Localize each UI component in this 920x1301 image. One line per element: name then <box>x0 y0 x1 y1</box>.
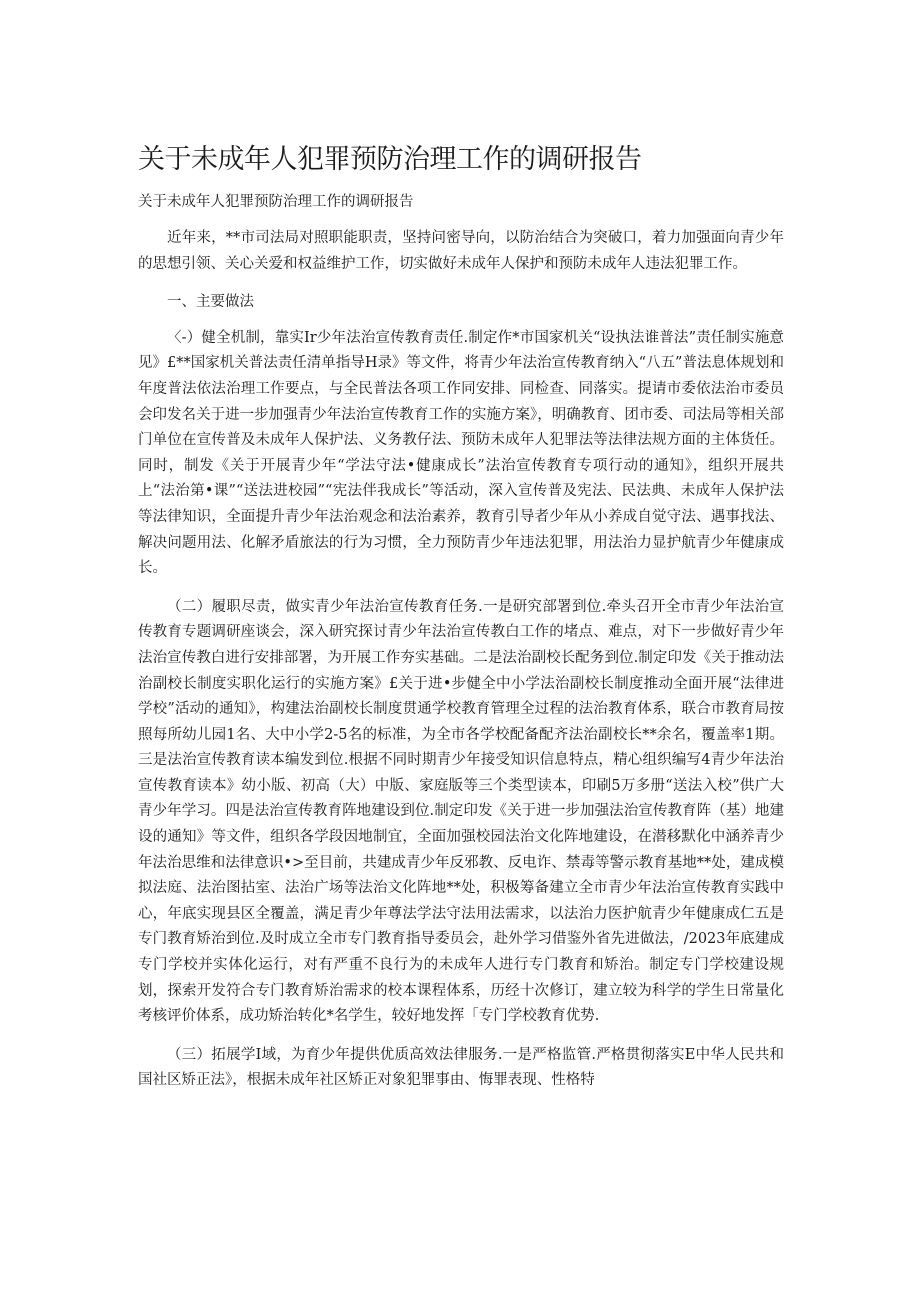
body-paragraph: （三）拓展学I域，为育少年提供优质高效法律服务.一是严格监管.严格贯彻落实E中华人民共和国社区矫正法》，根据未成年社区矫正对象犯罪事由、悔罪表现、性格特 <box>138 1046 784 1089</box>
document-body <box>138 226 784 1107</box>
body-paragraph: 〈-）健全机制，靠实Ir少年法治宣传教育责任.制定作*市国家机关“设执法谁普法”责任制实施意见》£**国家机关普法责任清单指导H录》等文件，将青少年法治宣传教育纳入“八五”普法息体规划和年度普法依法治理工作要点，与全民普法各项工作同安排、同检查、同落实。提请市委依法治市委员会印发名关于进一步加强青少年法治宣传教育工作的实施方案》，明确教育、团市委、司法局等相关部门单位在宣传普及未成年人保护法、义务教仔法、预防未成年人犯罪法等法律法规方面的主体货任。同时，制发《关于开展青少年“学法守法•健康成长”法治宣传教育专项行动的通知》，组织开展共上“法治第•课”“送法进校园”“宪法伴我成长”等活动，深入宣传普及宪法、民法典、未成年人保护法等法律知识，全面提升青少年法治观念和法治素养，教育引导者少年从小养成自觉守法、遇事找法、解决问题用法、化解矛盾旅法的行为习惯，全力预防青少年违法犯罪，用法治力显护航青少年健康成长。 <box>138 329 784 577</box>
body-paragraph: （二）履职尽责，做实青少年法治宣传教育任务.一是研究部署到位.牵头召开全市青少年法治宣传教育专题调研座谈会，深入研究探讨青少年法治宣传教白工作的堵点、难点，对下一步做好青少年法治宣传教白进行安排部署，为开展工作夯实基础。二是法治副校长配务到位.制定印发《关于推动法治副校长制度实职化运行的实施方案》£关于进•步健全中小学法治副校长制度推动全面开展“法律进学校”活动的通知》，构建法治副校长制度贯通学校教育管理全过程的法治教育体系，联合市教育局按照每所幼儿园1名、大中小学2-5名的标准，为全市各学校配备配齐法治副校长**余名，覆盖率1期。三是法治宣传教育读本编发到位.根据不同时期青少年接受知识信息特点，精心组织编写4青少年法治宣传教育读本》幼小版、初高（大）中版、家庭版等三个类型读本，印刷5万多册“送法入校”供广大青少年学习。四是法治宣传教育阵地建设到位.制定印发《关于进一步加强法治宣传教育阵（基）地建设的通知》等文件，组织各学段因地制宜，全面加强校园法治文化阵地建设，在潜移默化中涵养青少年法治思维和法律意识•>至目前，共建成青少年反邪教、反电诈、禁毒等警示教育基地**处，建成模拟法庭、法治图拈室、法治广场等法治文化阵地**处，积极筹备建立全市青少年法治宣传教育实践中心，年底实现县区全覆盖，满足青少年尊法学法守法用法需求，以法治力医护航青少年健康成仁五是专门教育矫治到位.及时成立全市专门教育指导委员会，赴外学习借鉴外省先进做法，/2023年底建成专门学校并实体化运行，对有严重不良行为的未成年人进行专门教育和矫治。制定专门学校建设规划，探索开发符合专门教育矫治需求的校本课程体系，历经十次修订，建立较为科学的学生日常量化考核评价体系，成功矫治转化*名学生，较好地发挥「专门学校教育优势. <box>138 598 784 1025</box>
document-subtitle: 关于未成年人犯罪预防治理工作的调研报告 <box>138 194 414 210</box>
intro-paragraph: 近年来，**市司法局对照职能职责，坚持问密导向，以防治结合为突破口，着力加强面向青少年的思想引领、关心关爱和权益维护工作，切实做好未成年人保护和预防未成年人违法犯罪工作。 <box>138 230 784 272</box>
document-title: 关于未成年人犯罪预防治理工作的调研报告 <box>138 144 642 175</box>
section-heading: 一、主要做法 <box>167 294 254 311</box>
